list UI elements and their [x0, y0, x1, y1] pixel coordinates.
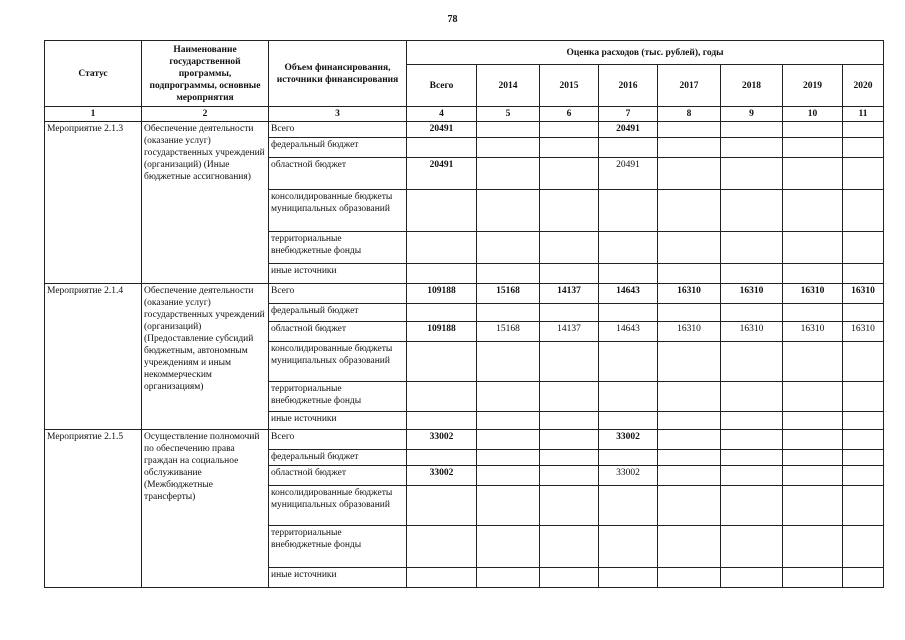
- amount-cell: 16310: [843, 322, 884, 342]
- amount-cell: [783, 138, 843, 158]
- amount-cell: [599, 232, 658, 264]
- amount-cell: [477, 342, 540, 382]
- amount-cell: [721, 122, 783, 138]
- amount-cell: [843, 122, 884, 138]
- activity-status: Мероприятие 2.1.3: [45, 122, 142, 284]
- column-number: 9: [721, 107, 783, 122]
- amount-cell: [721, 450, 783, 466]
- amount-cell: [843, 486, 884, 526]
- amount-cell: [477, 568, 540, 588]
- header-year-2: 2015: [540, 65, 599, 107]
- amount-cell: [477, 232, 540, 264]
- amount-cell: [407, 138, 477, 158]
- amount-cell: [599, 304, 658, 322]
- amount-cell: [721, 138, 783, 158]
- amount-cell: [407, 412, 477, 430]
- amount-cell: [843, 264, 884, 284]
- funding-source: Всего: [269, 122, 407, 138]
- activity-name: Обеспечение деятельности (оказание услуг) государственных учреждений (организаций) (Иные бюджетные ассигнования): [142, 122, 269, 284]
- amount-cell: [658, 430, 721, 450]
- amount-cell: [783, 486, 843, 526]
- amount-cell: [477, 526, 540, 568]
- amount-cell: [783, 450, 843, 466]
- column-number: 8: [658, 107, 721, 122]
- amount-cell: [540, 526, 599, 568]
- column-number: 11: [843, 107, 884, 122]
- amount-cell: [783, 190, 843, 232]
- amount-cell: [540, 232, 599, 264]
- amount-cell: [540, 450, 599, 466]
- amount-cell: [721, 232, 783, 264]
- amount-cell: [599, 568, 658, 588]
- funding-source: консолидированные бюджеты муниципальных образований: [269, 342, 407, 382]
- activity-name: Осуществление полномочий по обеспечению права граждан на социальное обслуживание (Межбюджетные трансферты): [142, 430, 269, 588]
- amount-cell: [599, 190, 658, 232]
- funding-source: областной бюджет: [269, 158, 407, 190]
- amount-cell: [540, 342, 599, 382]
- funding-source: федеральный бюджет: [269, 304, 407, 322]
- funding-source: консолидированные бюджеты муниципальных образований: [269, 486, 407, 526]
- amount-cell: [477, 158, 540, 190]
- amount-cell: [783, 342, 843, 382]
- amount-cell: 33002: [407, 466, 477, 486]
- amount-cell: 16310: [721, 322, 783, 342]
- page-number: 78: [447, 14, 458, 25]
- amount-cell: [843, 568, 884, 588]
- amount-cell: [599, 342, 658, 382]
- amount-cell: [783, 382, 843, 412]
- amount-cell: [477, 382, 540, 412]
- amount-cell: 33002: [599, 430, 658, 450]
- amount-cell: [540, 304, 599, 322]
- column-number: 6: [540, 107, 599, 122]
- amount-cell: [540, 122, 599, 138]
- amount-cell: 16310: [658, 322, 721, 342]
- header-year-7: 2020: [843, 65, 884, 107]
- amount-cell: [599, 138, 658, 158]
- amount-cell: [843, 526, 884, 568]
- amount-cell: 16310: [843, 284, 884, 304]
- amount-cell: [658, 342, 721, 382]
- amount-cell: [783, 158, 843, 190]
- activity-status: Мероприятие 2.1.4: [45, 284, 142, 430]
- amount-cell: [721, 382, 783, 412]
- header-estimate: Оценка расходов (тыс. рублей), годы: [407, 41, 884, 65]
- funding-source: иные источники: [269, 568, 407, 588]
- amount-cell: [599, 486, 658, 526]
- amount-cell: [721, 412, 783, 430]
- funding-source: консолидированные бюджеты муниципальных образований: [269, 190, 407, 232]
- amount-cell: [407, 304, 477, 322]
- amount-cell: [540, 190, 599, 232]
- amount-cell: [721, 568, 783, 588]
- amount-cell: [407, 382, 477, 412]
- funding-source: территориальные внебюджетные фонды: [269, 382, 407, 412]
- amount-cell: [658, 122, 721, 138]
- column-number: 5: [477, 107, 540, 122]
- amount-cell: [721, 466, 783, 486]
- amount-cell: [407, 450, 477, 466]
- amount-cell: [477, 430, 540, 450]
- amount-cell: [843, 342, 884, 382]
- amount-cell: 20491: [407, 122, 477, 138]
- funding-source: областной бюджет: [269, 466, 407, 486]
- table-row: [45, 284, 884, 304]
- amount-cell: [783, 466, 843, 486]
- funding-source: иные источники: [269, 264, 407, 284]
- amount-cell: [477, 122, 540, 138]
- amount-cell: [407, 232, 477, 264]
- amount-cell: [843, 450, 884, 466]
- amount-cell: [540, 568, 599, 588]
- amount-cell: [407, 264, 477, 284]
- amount-cell: [658, 568, 721, 588]
- amount-cell: [843, 138, 884, 158]
- amount-cell: [721, 526, 783, 568]
- amount-cell: [658, 382, 721, 412]
- amount-cell: 15168: [477, 284, 540, 304]
- funding-source: территориальные внебюджетные фонды: [269, 526, 407, 568]
- amount-cell: 20491: [599, 122, 658, 138]
- amount-cell: [658, 466, 721, 486]
- amount-cell: [658, 232, 721, 264]
- activity-name: Обеспечение деятельности (оказание услуг) государственных учреждений (организаций) (Предоставление субсидий бюджетным, автономным учреждениям и иным некоммерческим организациям): [142, 284, 269, 430]
- amount-cell: [658, 304, 721, 322]
- amount-cell: [658, 264, 721, 284]
- amount-cell: [721, 430, 783, 450]
- amount-cell: [783, 232, 843, 264]
- amount-cell: 33002: [407, 430, 477, 450]
- header-status: Статус: [45, 41, 142, 107]
- amount-cell: [540, 466, 599, 486]
- amount-cell: [477, 486, 540, 526]
- amount-cell: [477, 304, 540, 322]
- amount-cell: 14643: [599, 284, 658, 304]
- amount-cell: [658, 158, 721, 190]
- amount-cell: [540, 430, 599, 450]
- amount-cell: [407, 486, 477, 526]
- amount-cell: [843, 412, 884, 430]
- amount-cell: [658, 486, 721, 526]
- amount-cell: [721, 158, 783, 190]
- amount-cell: [599, 526, 658, 568]
- amount-cell: [477, 190, 540, 232]
- funding-source: федеральный бюджет: [269, 138, 407, 158]
- amount-cell: [477, 138, 540, 158]
- amount-cell: 16310: [783, 284, 843, 304]
- amount-cell: [477, 450, 540, 466]
- table-body: [45, 122, 884, 588]
- amount-cell: [407, 342, 477, 382]
- funding-source: Всего: [269, 284, 407, 304]
- amount-cell: 16310: [658, 284, 721, 304]
- amount-cell: 109188: [407, 284, 477, 304]
- funding-source: территориальные внебюджетные фонды: [269, 232, 407, 264]
- amount-cell: [599, 412, 658, 430]
- amount-cell: [783, 430, 843, 450]
- amount-cell: [721, 190, 783, 232]
- amount-cell: [477, 466, 540, 486]
- amount-cell: [540, 486, 599, 526]
- activity-status: Мероприятие 2.1.5: [45, 430, 142, 588]
- amount-cell: [721, 342, 783, 382]
- column-number: 7: [599, 107, 658, 122]
- amount-cell: [843, 304, 884, 322]
- header-volume: Объем финансирования, источники финансирования: [269, 41, 407, 107]
- amount-cell: [783, 304, 843, 322]
- amount-cell: [843, 158, 884, 190]
- header-name: Наименование государственной программы, подпрограммы, основные мероприятия: [142, 41, 269, 107]
- funding-source: Всего: [269, 430, 407, 450]
- amount-cell: [540, 264, 599, 284]
- column-number: 10: [783, 107, 843, 122]
- header-year-5: 2018: [721, 65, 783, 107]
- funding-source: иные источники: [269, 412, 407, 430]
- amount-cell: [599, 450, 658, 466]
- amount-cell: 33002: [599, 466, 658, 486]
- amount-cell: [843, 466, 884, 486]
- amount-cell: [658, 526, 721, 568]
- funding-source: федеральный бюджет: [269, 450, 407, 466]
- funding-source: областной бюджет: [269, 322, 407, 342]
- amount-cell: 14643: [599, 322, 658, 342]
- header-year-0: Всего: [407, 65, 477, 107]
- amount-cell: [540, 412, 599, 430]
- amount-cell: [721, 304, 783, 322]
- budget-table: [44, 40, 884, 588]
- amount-cell: 16310: [783, 322, 843, 342]
- amount-cell: [721, 264, 783, 284]
- amount-cell: [658, 450, 721, 466]
- amount-cell: [783, 412, 843, 430]
- amount-cell: 14137: [540, 322, 599, 342]
- amount-cell: [783, 526, 843, 568]
- amount-cell: 14137: [540, 284, 599, 304]
- amount-cell: [407, 526, 477, 568]
- amount-cell: 15168: [477, 322, 540, 342]
- amount-cell: 16310: [721, 284, 783, 304]
- amount-cell: [407, 190, 477, 232]
- amount-cell: [540, 382, 599, 412]
- amount-cell: [721, 486, 783, 526]
- header-year-3: 2016: [599, 65, 658, 107]
- amount-cell: [658, 138, 721, 158]
- amount-cell: [540, 158, 599, 190]
- amount-cell: [783, 568, 843, 588]
- header-year-4: 2017: [658, 65, 721, 107]
- amount-cell: [783, 264, 843, 284]
- column-number: 4: [407, 107, 477, 122]
- amount-cell: [843, 190, 884, 232]
- amount-cell: [843, 382, 884, 412]
- amount-cell: [540, 138, 599, 158]
- amount-cell: 20491: [407, 158, 477, 190]
- column-number: 1: [45, 107, 142, 122]
- table-row: [45, 122, 884, 138]
- amount-cell: [843, 430, 884, 450]
- amount-cell: [658, 412, 721, 430]
- header-year-6: 2019: [783, 65, 843, 107]
- column-number-row: [45, 107, 884, 122]
- amount-cell: [599, 264, 658, 284]
- amount-cell: [407, 568, 477, 588]
- amount-cell: [477, 412, 540, 430]
- amount-cell: [477, 264, 540, 284]
- amount-cell: 20491: [599, 158, 658, 190]
- amount-cell: 109188: [407, 322, 477, 342]
- amount-cell: [599, 382, 658, 412]
- amount-cell: [843, 232, 884, 264]
- amount-cell: [783, 122, 843, 138]
- table-row: [45, 430, 884, 450]
- column-number: 2: [142, 107, 269, 122]
- column-number: 3: [269, 107, 407, 122]
- amount-cell: [658, 190, 721, 232]
- header-year-1: 2014: [477, 65, 540, 107]
